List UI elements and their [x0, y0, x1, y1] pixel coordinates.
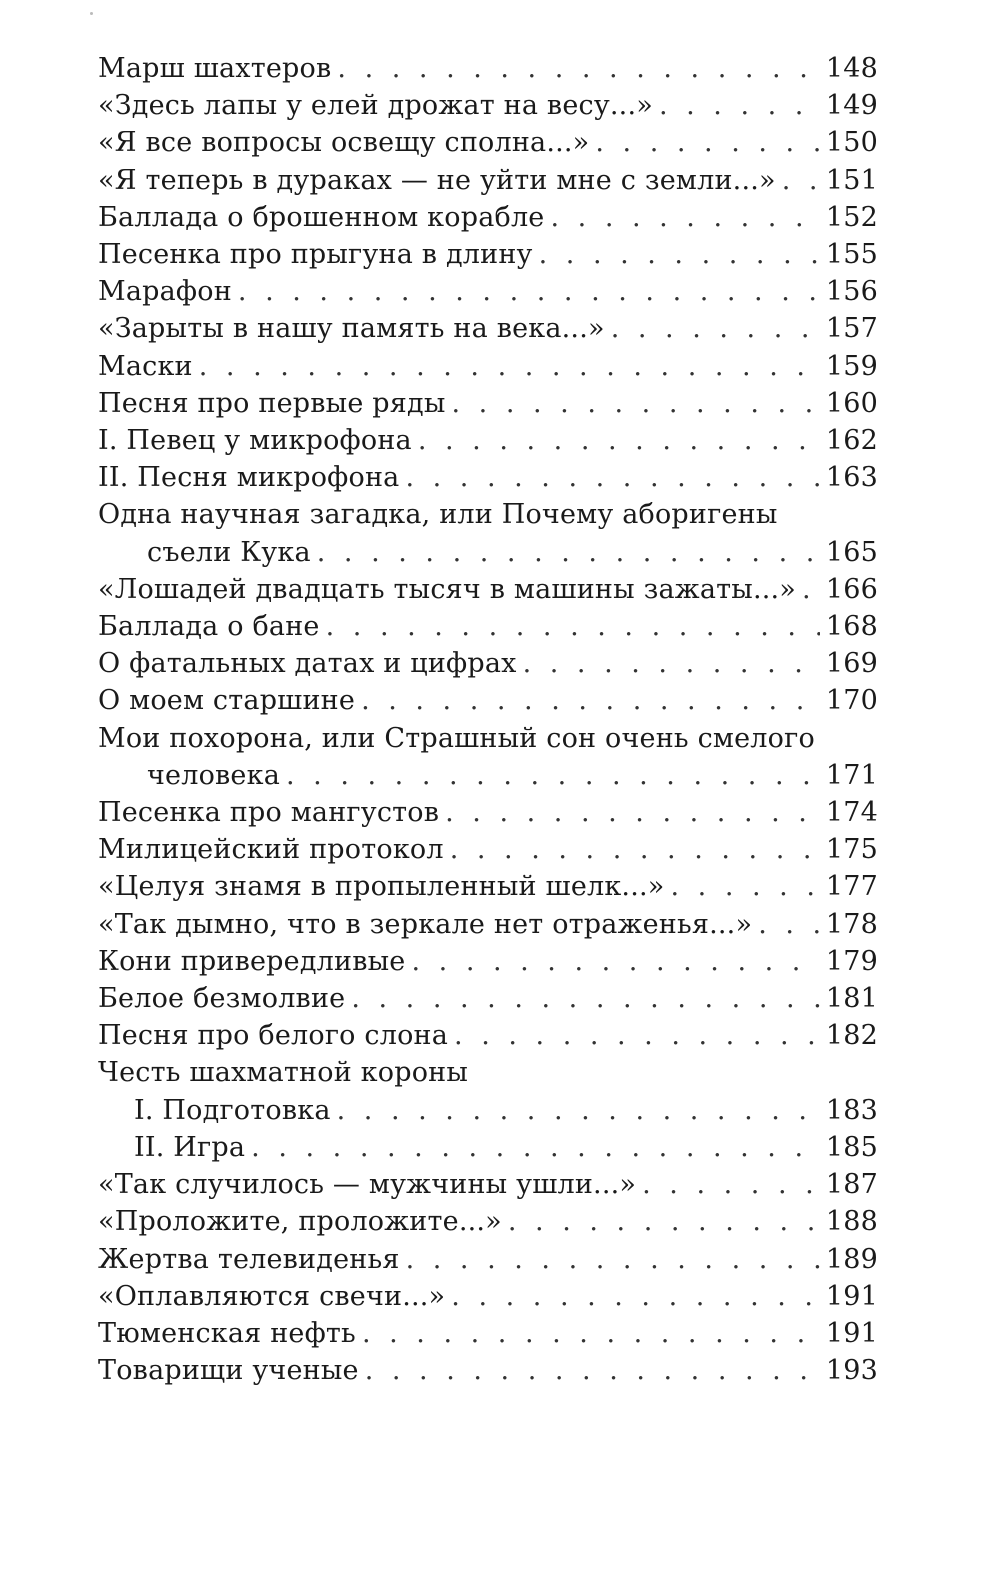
toc-entry-title: О моем старшине: [98, 685, 356, 717]
toc-entry[interactable]: [98, 943, 878, 980]
leader-dots: [550, 199, 819, 236]
toc-entry-page: 157: [825, 313, 878, 345]
toc-entry[interactable]: [98, 720, 878, 794]
leader-dots: [317, 534, 820, 571]
leader-dots: [452, 385, 820, 422]
toc-entry-page: 183: [825, 1094, 878, 1126]
toc-entry-title: I. Певец у микрофона: [98, 425, 412, 457]
toc-entry-title: II. Игра: [134, 1131, 246, 1163]
toc-entry-title: «Зарыты в нашу память на века...»: [98, 313, 605, 345]
toc-entry-page: 160: [825, 387, 878, 419]
toc-entry-page: 168: [825, 611, 878, 643]
toc-entry-title: «Я все вопросы освещу сполна...»: [98, 127, 590, 159]
toc-entry-page: 181: [825, 983, 878, 1015]
leader-dots: [445, 794, 820, 831]
toc-entry-title: Кони привередливые: [98, 945, 406, 977]
toc-entry[interactable]: [98, 868, 878, 905]
toc-entry[interactable]: [98, 682, 878, 719]
toc-entry-page: 175: [825, 834, 878, 866]
toc-subentry[interactable]: [98, 1092, 878, 1129]
leader-dots: [405, 459, 819, 496]
toc-entry-title: Баллада о брошенном корабле: [98, 201, 545, 233]
toc-entry-title: I. Подготовка: [134, 1094, 331, 1126]
toc-entry[interactable]: [98, 124, 878, 161]
toc-entry-page: 156: [825, 276, 878, 308]
toc-entry-page: 178: [825, 908, 878, 940]
toc-entry[interactable]: [98, 1241, 878, 1278]
toc-entry-page: 152: [825, 201, 878, 233]
toc-entry-page: 170: [825, 685, 878, 717]
leader-dots: [450, 831, 820, 868]
toc-entry-title: Одна научная загадка, или Почему аборигены: [98, 499, 778, 531]
toc-entry-page: 191: [825, 1280, 878, 1312]
toc-entry-page: 193: [825, 1355, 878, 1387]
toc-entry[interactable]: [98, 1017, 878, 1054]
leader-dots: [365, 1352, 820, 1389]
toc-entry[interactable]: [98, 1166, 878, 1203]
scan-speck: [90, 12, 93, 15]
leader-dots: [802, 571, 820, 608]
toc-entry-title: «Проложите, проложите...»: [98, 1206, 502, 1238]
toc-entry-page: 165: [825, 536, 878, 568]
toc-entry-page: 188: [825, 1206, 878, 1238]
toc-entry-title: «Так дымно, что в зеркале нет отраженья...»: [98, 908, 753, 940]
toc-entry[interactable]: [98, 273, 878, 310]
toc-entry-page: 182: [825, 1020, 878, 1052]
toc-entry[interactable]: [98, 422, 878, 459]
leader-dots: [659, 87, 820, 124]
toc-entry-title-continued: съели Кука: [147, 536, 311, 568]
leader-dots: [782, 162, 820, 199]
toc-entry[interactable]: [98, 199, 878, 236]
toc-entry[interactable]: [98, 385, 878, 422]
toc-entry[interactable]: [98, 236, 878, 273]
toc-entry[interactable]: [98, 496, 878, 570]
toc-entry-title: Песенка про мангустов: [98, 797, 440, 829]
toc-entry[interactable]: [98, 162, 878, 199]
leader-dots: [671, 868, 820, 905]
toc-entry-title-continued: человека: [147, 759, 280, 791]
toc-entry-title: Тюменская нефть: [98, 1317, 356, 1349]
toc-entry-title: «Целуя знамя в пропыленный шелк...»: [98, 871, 665, 903]
toc-entry[interactable]: [98, 608, 878, 645]
toc-entry-page: 150: [825, 127, 878, 159]
leader-dots: [238, 273, 820, 310]
leader-dots: [361, 682, 820, 719]
leader-dots: [539, 236, 820, 273]
toc-entry-page: 185: [825, 1131, 878, 1163]
toc-entry-title: Песня про первые ряды: [98, 387, 446, 419]
toc-entry[interactable]: [98, 906, 878, 943]
toc-entry[interactable]: [98, 831, 878, 868]
toc-entry-title: II. Песня микрофона: [98, 462, 400, 494]
toc-entry[interactable]: [98, 87, 878, 124]
toc-entry-title: «Лошадей двадцать тысяч в машины зажаты...»: [98, 573, 797, 605]
leader-dots: [611, 310, 820, 347]
toc-entry-title: «Здесь лапы у елей дрожат на весу...»: [98, 90, 653, 122]
toc-entry-page: 169: [825, 648, 878, 680]
toc-entry[interactable]: [98, 459, 878, 496]
toc-entry-page: 166: [825, 573, 878, 605]
toc-entry-title: Песня про белого слона: [98, 1020, 449, 1052]
leader-dots: [362, 1315, 820, 1352]
toc-entry-title: Баллада о бане: [98, 611, 320, 643]
toc-entry-title: Песенка про прыгуна в длину: [98, 239, 533, 271]
toc-entry-title: Товарищи ученые: [98, 1355, 359, 1387]
leader-dots: [199, 348, 820, 385]
leader-dots: [337, 50, 819, 87]
toc-entry[interactable]: [98, 1315, 878, 1352]
leader-dots: [286, 757, 820, 794]
toc-entry[interactable]: [98, 1352, 878, 1389]
toc-subentry[interactable]: [98, 1129, 878, 1166]
toc-entry-page: 159: [825, 350, 878, 382]
toc-entry-page: 155: [825, 239, 878, 271]
toc-entry[interactable]: [98, 310, 878, 347]
toc-entry-page: 189: [825, 1243, 878, 1275]
toc-entry-page: 151: [825, 164, 878, 196]
leader-dots: [326, 608, 820, 645]
toc-entry-page: 177: [825, 871, 878, 903]
leader-dots: [758, 906, 820, 943]
toc-entry-title: Марафон: [98, 276, 232, 308]
toc-entry-page: 179: [825, 945, 878, 977]
toc-entry[interactable]: [98, 980, 878, 1017]
leader-dots: [508, 1203, 820, 1240]
toc-entry-title: Милицейский протокол: [98, 834, 444, 866]
toc-entry[interactable]: [98, 1278, 878, 1315]
toc-entry-page: 191: [825, 1317, 878, 1349]
toc-entry-title: «Оплавляются свечи...»: [98, 1280, 446, 1312]
toc-entry-title: «Так случилось — мужчины ушли...»: [98, 1169, 637, 1201]
leader-dots: [411, 943, 819, 980]
leader-dots: [406, 1241, 820, 1278]
toc-entry-title: О фатальных датах и цифрах: [98, 648, 517, 680]
table-of-contents: [98, 50, 878, 1389]
toc-entry[interactable]: [98, 348, 878, 385]
leader-dots: [595, 124, 819, 161]
leader-dots: [451, 1278, 820, 1315]
toc-entry-title: Мои похорона, или Страшный сон очень смелого: [98, 722, 815, 754]
leader-dots: [523, 645, 820, 682]
toc-entry-page: 162: [825, 425, 878, 457]
toc-entry[interactable]: [98, 571, 878, 608]
toc-entry-page: 187: [825, 1169, 878, 1201]
toc-entry-title: Жертва телевиденья: [98, 1243, 400, 1275]
toc-entry-title: «Я теперь в дураках — не уйти мне с земли...»: [98, 164, 776, 196]
toc-entry-page: 163: [825, 462, 878, 494]
toc-entry[interactable]: [98, 645, 878, 682]
toc-entry-title: Честь шахматной короны: [98, 1057, 469, 1089]
toc-entry-title: Маски: [98, 350, 193, 382]
toc-entry-page: 149: [825, 90, 878, 122]
leader-dots: [454, 1017, 820, 1054]
toc-entry-title: Белое безмолвие: [98, 983, 346, 1015]
toc-entry-page: 174: [825, 797, 878, 829]
leader-dots: [337, 1092, 820, 1129]
leader-dots: [351, 980, 820, 1017]
toc-entry-page: 148: [825, 53, 878, 84]
toc-entry-page: 171: [825, 759, 878, 791]
leader-dots: [642, 1166, 820, 1203]
leader-dots: [418, 422, 820, 459]
toc-entry[interactable]: [98, 794, 878, 831]
toc-entry[interactable]: [98, 1203, 878, 1240]
toc-entry[interactable]: [98, 50, 878, 87]
toc-section-heading[interactable]: [98, 1054, 878, 1091]
leader-dots: [251, 1129, 820, 1166]
toc-entry-title: Марш шахтеров: [98, 53, 332, 84]
